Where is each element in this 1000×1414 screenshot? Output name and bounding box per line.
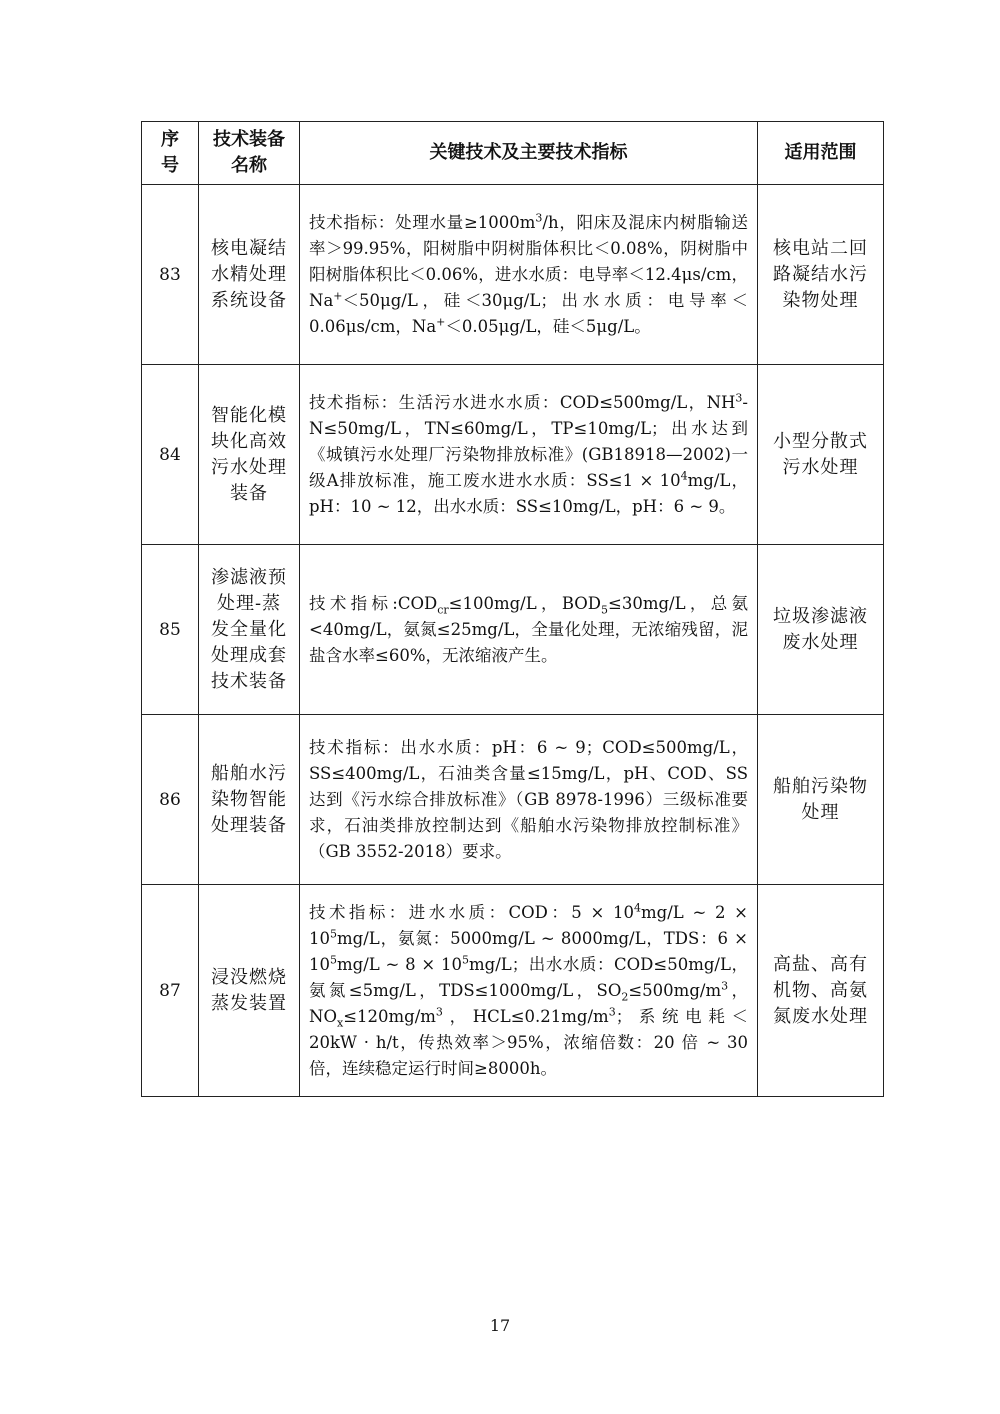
row-scope: 核电站二回路凝结水污染物处理 [758,185,884,365]
row-num: 86 [142,715,199,885]
row-spec: 技术指标：出水水质：pH：6 ~ 9；COD≤500mg/L，SS≤400mg/L，石油类含量≤15mg/L，pH、COD、SS 达到《污水综合排放标准》（GB 8978-1996）三级标准要求，石油类排放控制达到《船舶水污染物排放控制标准》（GB 3552-2018）要求。 [300,715,758,885]
table-row [142,715,884,885]
row-spec: 技术指标：处理水量$\ge 1000m^3/h$，阳床及混床内树脂输送率＞99.95%，阳树脂中阴树脂体积比＜0.08%，阴树脂中阳树脂体积比＜0.06%，进水水质：电导率＜12.4μs/cm，Na+＜50μg/L，硅＜30μg/L；出水水质：电导率＜0.06μs/cm，Na+＜0.05μg/L，硅＜5μg/L。 [300,185,758,365]
table-row [142,365,884,545]
header-num: 序 号 [142,122,199,185]
row-num: 87 [142,885,199,1097]
header-spec: 关键技术及主要技术指标 [300,122,758,185]
row-scope: 垃圾渗滤液废水处理 [758,545,884,715]
header-scope: 适用范围 [758,122,884,185]
header-name: 技术装备 名称 [199,122,300,185]
row-scope: 船舶污染物处理 [758,715,884,885]
row-spec: 技术指标：进水水质：COD：$5 \times 10^4mg/L$ ~ $2 \times 10^5mg/L$，氨氮：5000mg/L ~ 8000mg/L，TDS：$6 \times 10^5mg/L$ ~ $8 \times 10^5mg/L$；出水水质：COD≤50mg/L，氨氮≤5mg/L，TDS≤1000mg/L，$SO_2\le 500mg/m^3$，$NO_x\le 120mg/m^3$，$HCL\le 0.21mg/m^3$；系统电耗＜20kW · h/t，传热效率＞95%，浓缩倍数：20 倍 ~ 30 倍，连续稳定运行时间≥8000h。 [300,885,758,1097]
row-name: 智能化模块化高效污水处理装备 [199,365,300,545]
row-num: 84 [142,365,199,545]
row-spec: 技术指标：生活污水进水水质：COD≤500mg/L，$NH^3-N\le 50mg/L$，TN≤60mg/L，TP≤10mg/L；出水达到《城镇污水处理厂污染物排放标准》(GB18918—2002)一级A排放标准，施工废水进水水质：$SS\le 1 \times 10^4mg/L$，pH：10 ~ 12，出水水质：SS≤10mg/L，pH：6 ~ 9。 [300,365,758,545]
table-row [142,885,884,1097]
equipment-table [141,121,884,1097]
row-name: 浸没燃烧蒸发装置 [199,885,300,1097]
row-spec: 技术指标$:COD_{cr}\le 100mg/L$，$BOD_5\le 30mg/L$，总氨<40mg/L，氨氮≤25mg/L，全量化处理，无浓缩残留，泥盐含水率≤60%，无浓缩液产生。 [300,545,758,715]
page-number: 17 [489,1316,511,1335]
table-header-row [142,122,884,185]
table-row [142,185,884,365]
row-num: 83 [142,185,199,365]
row-name: 渗滤液预处理-蒸发全量化处理成套技术装备 [199,545,300,715]
row-scope: 高盐、高有机物、高氨氮废水处理 [758,885,884,1097]
row-name: 船舶水污染物智能处理装备 [199,715,300,885]
row-num: 85 [142,545,199,715]
row-name: 核电凝结水精处理系统设备 [199,185,300,365]
table-row [142,545,884,715]
row-scope: 小型分散式污水处理 [758,365,884,545]
